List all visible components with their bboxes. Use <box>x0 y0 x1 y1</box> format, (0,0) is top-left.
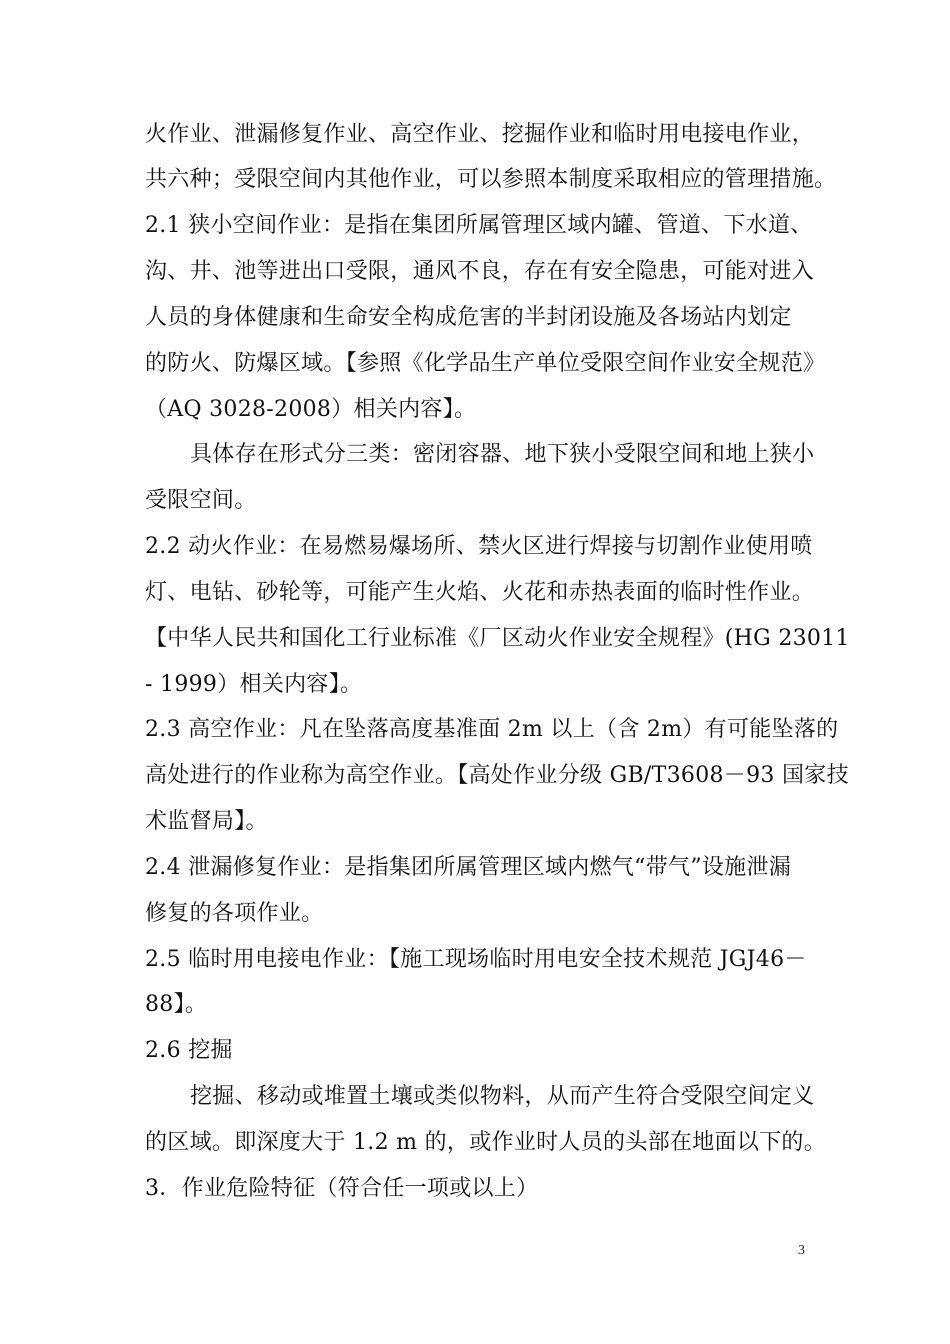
text-line: 高处进行的作业称为高空作业。【高处作业分级 GB/T3608－93 国家技 <box>145 763 849 788</box>
text-line: 术监督局】。 <box>145 809 268 834</box>
text-line: 88】。 <box>145 992 208 1017</box>
text-line: - 1999）相关内容】。 <box>145 672 363 697</box>
text-line: 2.3 高空作业：凡在坠落高度基准面 2m 以上（含 2m）有可能坠落的 <box>145 717 839 742</box>
text-line: 挖掘、移动或堆置土壤或类似物料，从而产生符合受限空间定义 <box>190 1084 815 1109</box>
text-line: 3．作业危险特征（符合任一项或以上） <box>145 1176 539 1201</box>
text-line: 2.4 泄漏修复作业：是指集团所属管理区域内燃气“带气”设施泄漏 <box>145 855 792 880</box>
text-line: （AQ 3028-2008）相关内容】。 <box>145 397 477 422</box>
text-line: 沟、井、池等进出口受限，通风不良，存在有安全隐患，可能对进入 <box>145 259 815 284</box>
text-line: 2.5 临时用电接电作业：【施工现场临时用电安全技术规范 JGJ46－ <box>145 947 807 972</box>
text-line: 的区域。即深度大于 1.2 m 的，或作业时人员的头部在地面以下的。 <box>145 1130 827 1155</box>
text-line: 【中华人民共和国化工行业标准《厂区动火作业安全规程》(HG 23011 <box>145 626 850 651</box>
text-line: 共六种；受限空间内其他作业，可以参照本制度采取相应的管理措施。 <box>145 167 837 192</box>
text-line: 受限空间。 <box>145 488 257 513</box>
text-line: 修复的各项作业。 <box>145 901 324 926</box>
text-line: 人员的身体健康和生命安全构成危害的半封闭设施及各场站内划定 <box>145 305 792 330</box>
page-number: 3 <box>798 1243 805 1258</box>
text-line: 2.2 动火作业：在易燃易爆场所、禁火区进行焊接与切割作业使用喷 <box>145 534 813 559</box>
text-line: 2.6 挖掘 <box>145 1038 233 1063</box>
text-line: 的防火、防爆区域。【参照《化学品生产单位受限空间作业安全规范》 <box>145 351 826 376</box>
text-line: 灯、电钻、砂轮等，可能产生火焰、火花和赤热表面的临时性作业。 <box>145 580 815 605</box>
text-line: 2.1 狭小空间作业：是指在集团所属管理区域内罐、管道、下水道、 <box>145 213 813 238</box>
text-line: 具体存在形式分三类：密闭容器、地下狭小受限空间和地上狭小 <box>190 442 815 467</box>
text-line: 火作业、泄漏修复作业、高空作业、挖掘作业和临时用电接电作业， <box>145 122 815 147</box>
